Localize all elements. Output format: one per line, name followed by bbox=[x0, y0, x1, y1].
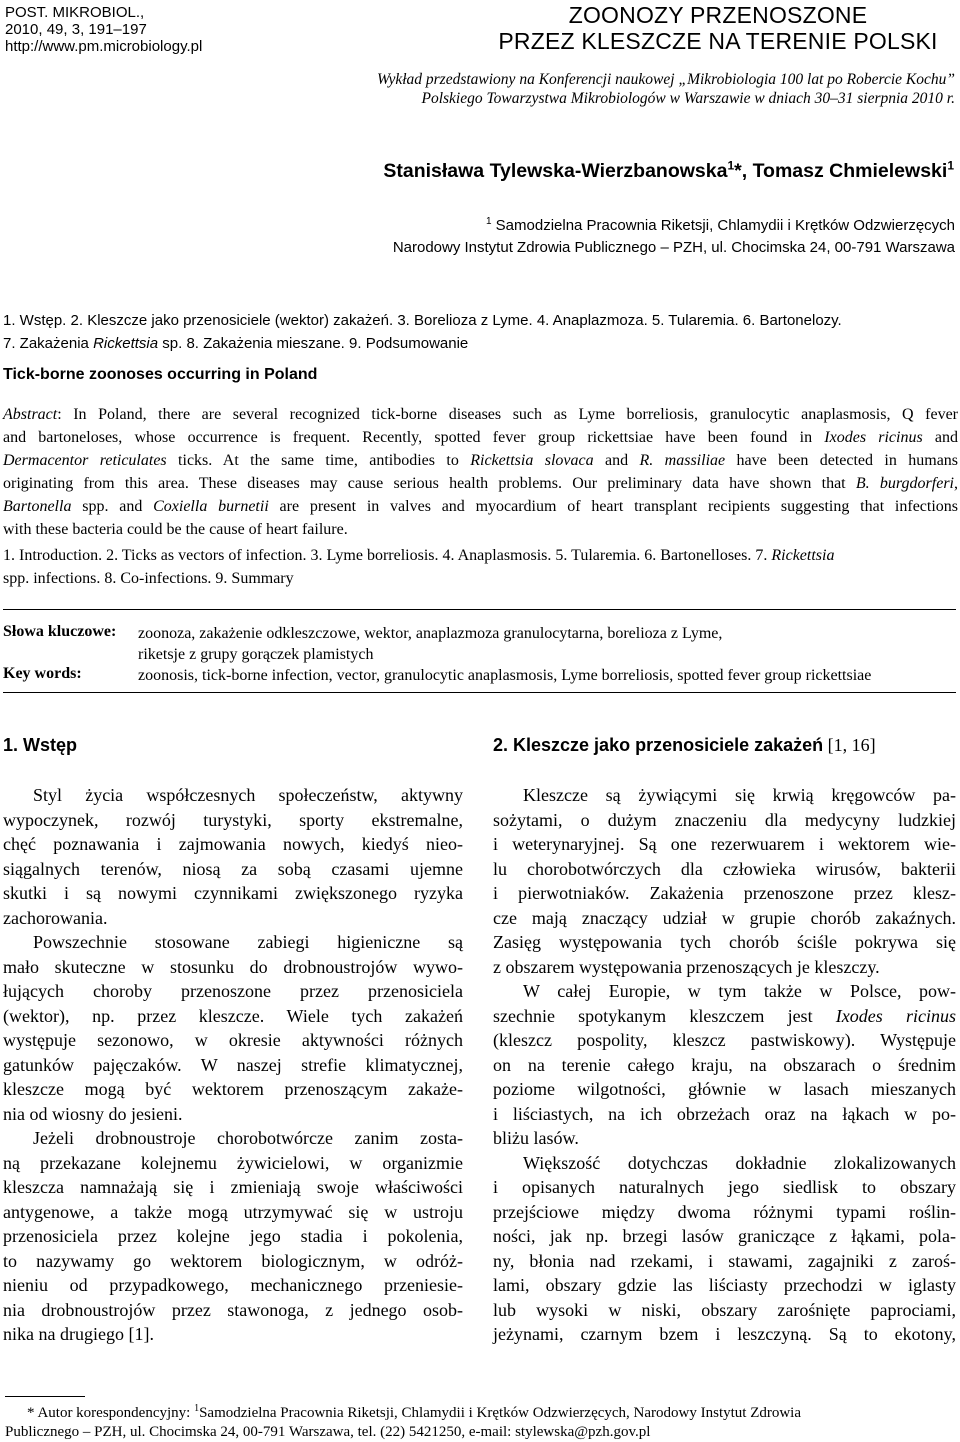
body-line: cze mają znaczący udział w grupie chorób zakaźnych. bbox=[493, 907, 956, 928]
keywords-bottom-rule bbox=[3, 692, 956, 693]
contents-english-line-2: spp. infections. 8. Co-infections. 9. Summary bbox=[3, 570, 294, 587]
abstract-species: Rickettsia slovaca bbox=[470, 452, 594, 469]
section-2-body bbox=[493, 783, 956, 1347]
footnote-sup: 1 bbox=[194, 1403, 200, 1414]
body-line: Jeżeli drobnoustroje chorobotwórcze zanim zosta- bbox=[33, 1128, 463, 1148]
author-1-affil: 1 bbox=[727, 158, 735, 173]
author-2: Tomasz Chmielewski bbox=[752, 160, 948, 182]
affiliation-line-1: Samodzielna Pracownia Riketsji, Chlamydii i Krętków Odzwierzęcych bbox=[491, 217, 955, 234]
keywords-pl bbox=[138, 623, 722, 665]
body-line: lub wysoki w niski, obszary zarośnięte paprociami, bbox=[493, 1299, 956, 1320]
body-line: ności, jak np. brzegi lasów graniczące z łąkami, pola- bbox=[493, 1226, 956, 1246]
journal-info bbox=[5, 4, 202, 55]
body-line: kleszcze mogą być wektorem przenoszącym zakaże- bbox=[3, 1079, 463, 1099]
abstract-species: Ixodes ricinus bbox=[824, 429, 923, 446]
body-line: siągalnych terenów, niosą za sobą czasami ujemne bbox=[3, 858, 463, 879]
body-line: Powszechnie stosowane zabiegi higieniczne są bbox=[33, 932, 463, 952]
body-line: Styl życia współczesnych społeczeństw, aktywny bbox=[33, 785, 463, 805]
contents-english bbox=[3, 544, 958, 590]
affiliation bbox=[35, 215, 955, 259]
body-line: i weterynaryjnej. Są one rezerwuarem i wektorem wie- bbox=[493, 834, 956, 854]
section-2-title: 2. Kleszcze jako przenosiciele zakażeń bbox=[493, 735, 824, 755]
author-2-affil: 1 bbox=[947, 158, 954, 173]
body-line: lu chorobotwórczych dla człowieka wirusów, bakterii bbox=[493, 858, 956, 879]
contents-english-line-1a: 1. Introduction. 2. Ticks as vectors of infection. 3. Lyme borreliosis. 4. Anaplasmosis. 5. Tularemia. 6. Bartonelloses. 7. bbox=[3, 547, 772, 564]
author-1: Stanisława Tylewska-Wierzbanowska bbox=[383, 160, 728, 182]
title-line-2: PRZEZ KLESZCZE NA TERENIE POLSKI bbox=[498, 28, 938, 54]
body-line: występuje sezonowo, w okresie aktywności różnych bbox=[3, 1030, 463, 1050]
contents-polish-line-2c: sp. 8. Zakażenia mieszane. 9. Podsumowanie bbox=[158, 335, 469, 352]
abstract-text: are present in valves and myocardium of heart transplant recipients suggesting that infections bbox=[268, 498, 959, 515]
body-line: przenosiciela przez kolejne jego stadia i pokolenia, bbox=[3, 1226, 463, 1246]
authors bbox=[383, 160, 954, 183]
journal-url[interactable]: http://www.pm.microbiology.pl bbox=[5, 38, 203, 55]
body-line: łujących choroby przenoszone przez przenosiciela bbox=[3, 981, 463, 1001]
body-line: jeżynami, czarnym bzem i leszczyną. Są to ekotony, bbox=[493, 1324, 956, 1344]
body-line: poziome wilgotności, głównie w lasach mieszanych bbox=[493, 1079, 956, 1099]
abstract-text: and bbox=[922, 429, 958, 446]
journal-name: POST. MIKROBIOL., bbox=[5, 4, 145, 21]
lecture-line-2: Polskiego Towarzystwa Mikrobiologów w Warszawie w dniach 30–31 sierpnia 2010 r. bbox=[421, 90, 955, 107]
body-line: lami, obszary gdzie las liściasty przechodzi w iglasty bbox=[493, 1275, 956, 1295]
footnote-line-2: Publicznego – PZH, ul. Chocimska 24, 00-791 Warszawa, tel. (22) 5421250, e-mail: stylewska@pzh.gov.pl bbox=[5, 1424, 651, 1440]
body-line: przejściowe między dwoma różnymi typami roślin- bbox=[493, 1201, 956, 1222]
abstract-label: Abstract bbox=[3, 406, 58, 423]
contents-polish-line-2b: Rickettsia bbox=[93, 335, 159, 352]
section-2-refs: [1, 16] bbox=[823, 735, 876, 755]
body-line: i liściastych, na ich obrzeżach oraz na łąkach w po- bbox=[493, 1103, 956, 1124]
body-line: sożytami, o dużym znaczeniu dla medycyny ludzkiej bbox=[493, 809, 956, 830]
body-line: W całej Europie, w tym także w Polsce, pow- bbox=[523, 981, 956, 1001]
body-line: zachorowania. bbox=[3, 907, 108, 928]
lecture-note bbox=[255, 70, 955, 108]
body-line: nia od wiosny do jesieni. bbox=[3, 1103, 183, 1124]
body-line: nika na drugiego [1]. bbox=[3, 1324, 154, 1344]
body-line: ną przekazane kolejnemu żywicielowi, w organizmie bbox=[3, 1152, 463, 1173]
body-line: Większość dotychczas dokładnie zlokalizowanych bbox=[523, 1152, 956, 1173]
lecture-line-1: Wykład przedstawiony na Konferencji naukowej „Mikrobiologia 100 lat po Robercie Kochu” bbox=[376, 71, 955, 88]
body-line: (kleszcz pospolity, kleszcz pastwiskowy). Występuje bbox=[493, 1030, 956, 1050]
body-line: i pierwotniaków. Zakażenia przenoszone przez klesz- bbox=[493, 883, 956, 903]
body-line: Zasięg występowania tych chorób ściśle pokrywa się bbox=[493, 932, 956, 952]
contents-polish bbox=[3, 309, 958, 355]
english-title: Tick-borne zoonoses occurring in Poland bbox=[3, 366, 318, 383]
body-line: antygenowe, a także mogą utrzymywać się w ustroju bbox=[3, 1201, 463, 1222]
abstract-text: originating from this area. These diseases may cause serious health problems. Our preliminary data have shown that bbox=[3, 475, 856, 492]
body-line: to nazywamy go wektorem biologicznym, w odróż- bbox=[3, 1250, 463, 1271]
body-line-text: szechnie spotykanym kleszczem jest bbox=[493, 1005, 836, 1026]
abstract-text: , bbox=[954, 475, 958, 492]
footnote bbox=[5, 1404, 955, 1442]
abstract-species: R. massiliae bbox=[639, 452, 726, 469]
abstract-text: spp. and bbox=[71, 498, 154, 515]
footnote-text: Samodzielna Pracownia Riketsji, Chlamydii i Krętków Odzwierzęcych, Narodowy Instytut Zdrowia bbox=[199, 1405, 802, 1421]
keywords-pl-line-2: riketsje z grupy gorączek plamistych bbox=[138, 646, 374, 663]
contents-polish-line-2a: 7. Zakażenia bbox=[3, 335, 94, 352]
body-line: z obszarem występowania przenoszących je kleszczy. bbox=[493, 956, 880, 977]
section-2-heading bbox=[493, 735, 876, 756]
journal-issue: 2010, 49, 3, 191–197 bbox=[5, 21, 147, 38]
body-line: on na terenie całego kraju, na obszarach o średnim bbox=[493, 1054, 956, 1075]
abstract-text: and bartoneloses, whose occurrence is frequent. Recently, spotted fever group rickettsiae have been found in bbox=[3, 429, 825, 446]
abstract-text: have been detected in humans bbox=[725, 452, 959, 469]
keywords-pl-label: Słowa kluczowe: bbox=[3, 623, 117, 640]
body-line: bliżu lasów. bbox=[493, 1128, 579, 1148]
body-line: mało skuteczne w stosunku do drobnoustrojów wywo- bbox=[3, 956, 463, 977]
abstract-species: B. burgdorferi bbox=[855, 475, 954, 492]
body-line: i opisanych naturalnych jego siedlisk to obszary bbox=[493, 1177, 956, 1197]
body-line: ny, błonia nad rzekami, i stawami, zagajniki z zaroś- bbox=[493, 1250, 956, 1271]
body-line bbox=[493, 1004, 956, 1029]
body-line: skutki i są nowymi czynnikami zwiększonego ryzyka bbox=[3, 883, 463, 903]
footnote-rule bbox=[5, 1396, 85, 1397]
footnote-star: * bbox=[27, 1405, 38, 1421]
footnote-label: Autor korespondencyjny: bbox=[37, 1405, 195, 1421]
article-title bbox=[480, 2, 956, 54]
abstract bbox=[3, 403, 958, 541]
abstract-text: ticks. At the same time, antibodies to bbox=[166, 452, 471, 469]
section-1-heading: 1. Wstęp bbox=[3, 735, 78, 755]
body-line: (wektor), np. przez kleszcze. Wiele tych zakażeń bbox=[3, 1005, 463, 1026]
keywords-en: zoonosis, tick-borne infection, vector, granulocytic anaplasmosis, Lyme borreliosis, spotted fever group rickettsiae bbox=[138, 667, 872, 684]
abstract-text: and bbox=[593, 452, 640, 469]
section-1-body bbox=[3, 783, 463, 1347]
body-line: wypoczynek, rozwój turystyki, sporty ekstremalne, bbox=[3, 809, 463, 830]
body-line: nia drobnoustrojów przez stawonoga, z jednego osob- bbox=[3, 1299, 463, 1320]
corresponding-mark: *, bbox=[734, 160, 753, 182]
affiliation-number: 1 bbox=[485, 216, 492, 227]
keywords-en-label: Key words: bbox=[3, 665, 82, 682]
body-line: nieniu od przypadkowego, mechanicznego przeniesie- bbox=[3, 1275, 463, 1295]
body-line: Kleszcze są żywiącymi się krwią kręgowców pa- bbox=[523, 785, 956, 805]
abstract-species: Dermacentor reticulates bbox=[3, 452, 167, 469]
abstract-last-line: with these bacteria could be the cause of heart failure. bbox=[3, 521, 348, 538]
abstract-species: Bartonella bbox=[3, 498, 72, 515]
abstract-text: : In Poland, there are several recognized tick-borne diseases such as Lyme borreliosis, granulocytic anaplasmosis, Q fever bbox=[57, 406, 958, 423]
species-name: Ixodes ricinus bbox=[835, 1005, 956, 1026]
contents-polish-line-1: 1. Wstęp. 2. Kleszcze jako przenosiciele (wektor) zakażeń. 3. Borelioza z Lyme. 4. Anaplazmoza. 5. Tularemia. 6. Bartonelozy. bbox=[3, 312, 842, 329]
body-line: kleszcza namnażają się i zmieniają swoje właściwości bbox=[3, 1177, 463, 1197]
abstract-species: Coxiella burnetii bbox=[153, 498, 269, 515]
keywords-top-rule bbox=[3, 609, 956, 610]
affiliation-line-2: Narodowy Instytut Zdrowia Publicznego – PZH, ul. Chocimska 24, 00-791 Warszawa bbox=[392, 239, 955, 256]
keywords-pl-line-1: zoonoza, zakażenie odkleszczowe, wektor, anaplazmoza granulocytarna, borelioza z Lyme, bbox=[138, 625, 723, 642]
body-line: chęć poznawania i zajmowania nowych, kiedyś nieo- bbox=[3, 834, 463, 854]
body-line: gatunków pajęczaków. W naszej strefie klimatycznej, bbox=[3, 1054, 463, 1075]
contents-english-line-1b: Rickettsia bbox=[771, 547, 835, 564]
title-line-1: ZOONOZY PRZENOSZONE bbox=[568, 2, 868, 28]
